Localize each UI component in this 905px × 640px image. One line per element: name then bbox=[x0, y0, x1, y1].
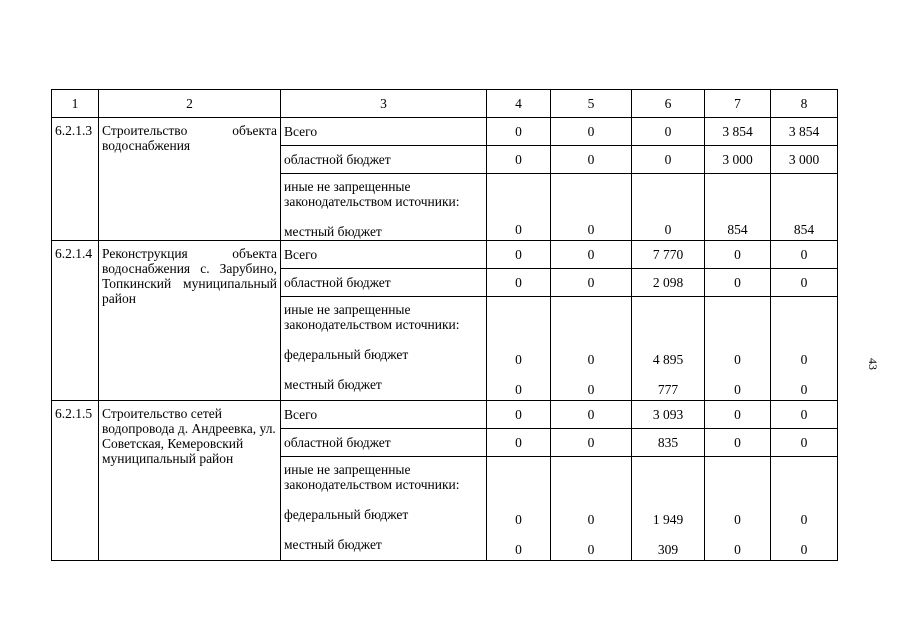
value-cell: 0 bbox=[551, 401, 632, 429]
value-cell: 3 854 bbox=[705, 118, 771, 146]
value-cell: 3 000 bbox=[705, 146, 771, 174]
funding-source: федеральный бюджет bbox=[284, 507, 409, 522]
value-cell: 0 bbox=[632, 174, 705, 241]
page-number: 43 bbox=[866, 358, 880, 370]
value-cell: 2 098 bbox=[632, 269, 705, 297]
funding-source: местный бюджет bbox=[284, 537, 382, 552]
value-cell bbox=[487, 457, 551, 561]
value-cell: 0 bbox=[705, 241, 771, 269]
item-code: 6.2.1.5 bbox=[52, 401, 99, 561]
header-cell: 2 bbox=[99, 90, 281, 118]
funding-source: Всего bbox=[281, 401, 487, 429]
funding-source: местный бюджет bbox=[284, 377, 382, 392]
funding-source: Всего bbox=[281, 118, 487, 146]
value-cell: 0 bbox=[487, 241, 551, 269]
value-federal: 0 bbox=[587, 352, 595, 367]
funding-source-group-label: иные не запрещенные законодательством источники: bbox=[284, 179, 460, 209]
funding-source: Всего bbox=[281, 241, 487, 269]
table-row bbox=[52, 401, 838, 429]
value-cell: 854 bbox=[771, 174, 838, 241]
table-row bbox=[52, 241, 838, 269]
funding-source-group-label: иные не запрещенные законодательством источники: bbox=[284, 462, 460, 492]
value-cell: 3 000 bbox=[771, 146, 838, 174]
value-local: 0 bbox=[587, 542, 595, 557]
value-federal: 4 895 bbox=[652, 352, 684, 367]
funding-source-group-label: иные не запрещенные законодательством источники: bbox=[284, 302, 460, 332]
value-cell: 3 854 bbox=[771, 118, 838, 146]
item-code: 6.2.1.3 bbox=[52, 118, 99, 241]
value-cell: 835 bbox=[632, 429, 705, 457]
value-cell: 0 bbox=[705, 429, 771, 457]
value-cell: 0 bbox=[487, 118, 551, 146]
funding-source: областной бюджет bbox=[281, 269, 487, 297]
value-cell bbox=[705, 457, 771, 561]
value-cell bbox=[771, 297, 838, 401]
header-cell: 7 bbox=[705, 90, 771, 118]
value-cell: 0 bbox=[487, 174, 551, 241]
value-cell bbox=[771, 457, 838, 561]
header-cell: 6 bbox=[632, 90, 705, 118]
value-cell: 0 bbox=[771, 429, 838, 457]
value-local: 0 bbox=[734, 382, 741, 397]
value-cell: 0 bbox=[632, 118, 705, 146]
value-local: 0 bbox=[800, 382, 808, 397]
value-cell: 7 770 bbox=[632, 241, 705, 269]
value-cell bbox=[632, 297, 705, 401]
value-cell: 0 bbox=[487, 146, 551, 174]
funding-source: местный бюджет bbox=[284, 224, 382, 239]
value-cell: 0 bbox=[705, 269, 771, 297]
value-cell: 0 bbox=[551, 269, 632, 297]
value-local: 0 bbox=[515, 382, 522, 397]
value-local: 0 bbox=[800, 542, 808, 557]
value-local: 777 bbox=[657, 382, 679, 397]
funding-source-group bbox=[281, 174, 487, 241]
header-cell: 1 bbox=[52, 90, 99, 118]
value-cell: 0 bbox=[551, 174, 632, 241]
value-cell bbox=[551, 457, 632, 561]
value-local: 0 bbox=[734, 542, 741, 557]
value-cell: 3 093 bbox=[632, 401, 705, 429]
value-federal: 0 bbox=[734, 352, 741, 367]
value-cell: 0 bbox=[551, 146, 632, 174]
value-cell bbox=[551, 297, 632, 401]
value-cell bbox=[705, 297, 771, 401]
value-cell: 0 bbox=[771, 241, 838, 269]
value-cell: 0 bbox=[551, 118, 632, 146]
value-local: 0 bbox=[587, 382, 595, 397]
value-cell: 0 bbox=[551, 241, 632, 269]
value-cell: 0 bbox=[771, 269, 838, 297]
header-cell: 3 bbox=[281, 90, 487, 118]
value-cell: 0 bbox=[487, 401, 551, 429]
value-federal: 0 bbox=[515, 512, 522, 527]
value-cell: 0 bbox=[632, 146, 705, 174]
table-header-row bbox=[52, 90, 838, 118]
value-federal: 0 bbox=[515, 352, 522, 367]
table-row bbox=[52, 118, 838, 146]
funding-source: федеральный бюджет bbox=[284, 347, 409, 362]
funding-table bbox=[51, 89, 838, 561]
item-name: Реконструкция объекта водоснабжения с. Зарубино, Топкинский муниципальный район bbox=[99, 241, 281, 401]
value-federal: 0 bbox=[734, 512, 741, 527]
item-name: Строительство сетей водопровода д. Андреевка, ул. Советская, Кемеровский муниципальный район bbox=[99, 401, 281, 561]
value-cell: 0 bbox=[487, 429, 551, 457]
value-cell: 0 bbox=[771, 401, 838, 429]
value-federal: 0 bbox=[800, 352, 808, 367]
value-cell: 0 bbox=[551, 429, 632, 457]
header-cell: 4 bbox=[487, 90, 551, 118]
value-cell: 0 bbox=[705, 401, 771, 429]
item-code: 6.2.1.4 bbox=[52, 241, 99, 401]
header-cell: 8 bbox=[771, 90, 838, 118]
value-cell bbox=[487, 297, 551, 401]
funding-source: областной бюджет bbox=[281, 429, 487, 457]
header-cell: 5 bbox=[551, 90, 632, 118]
value-cell: 854 bbox=[705, 174, 771, 241]
value-cell bbox=[632, 457, 705, 561]
funding-source-group bbox=[281, 457, 487, 561]
value-local: 0 bbox=[515, 542, 522, 557]
value-federal: 1 949 bbox=[652, 512, 684, 527]
funding-source: областной бюджет bbox=[281, 146, 487, 174]
value-cell: 0 bbox=[487, 269, 551, 297]
value-federal: 0 bbox=[800, 512, 808, 527]
value-federal: 0 bbox=[587, 512, 595, 527]
item-name: Строительство объекта водоснабжения bbox=[99, 118, 281, 241]
funding-source-group bbox=[281, 297, 487, 401]
value-local: 309 bbox=[657, 542, 679, 557]
